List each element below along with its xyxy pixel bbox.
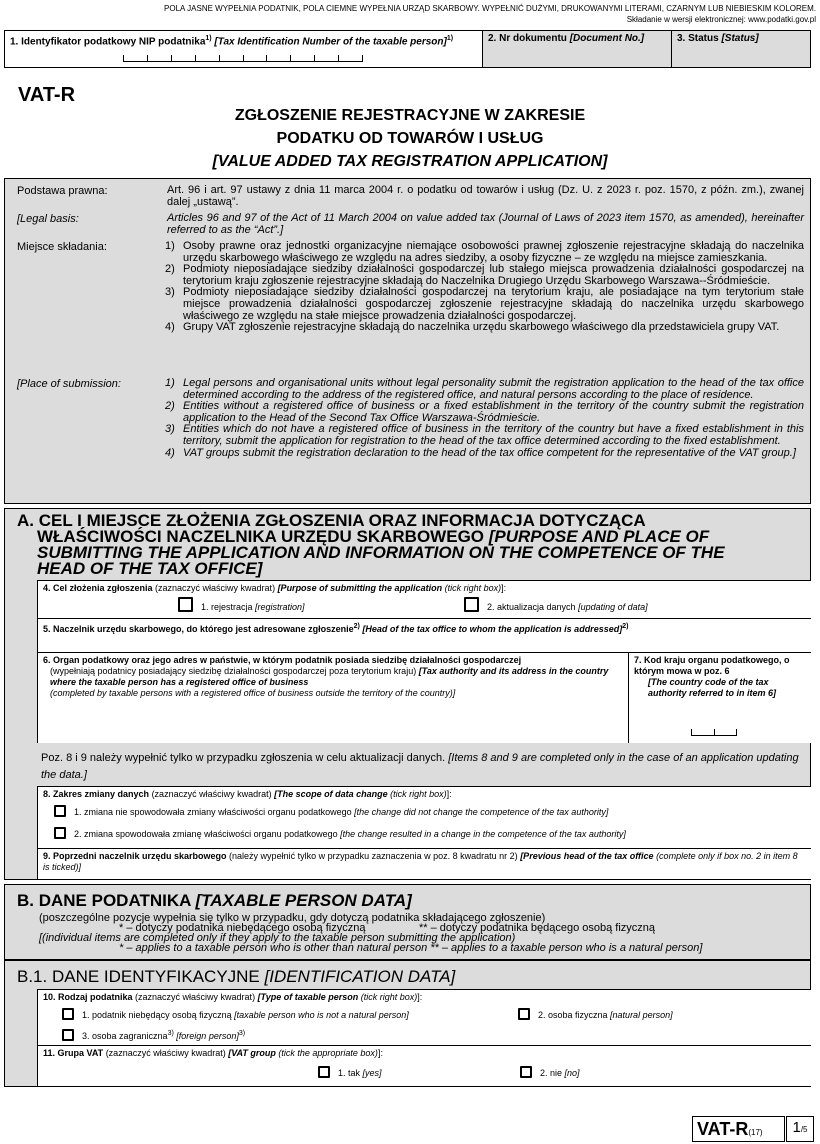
form-title — [0, 104, 820, 173]
checkbox-icon[interactable] — [518, 1008, 530, 1020]
basis-label: Podstawa prawna: — [17, 185, 108, 197]
place-item: 4) Grupy VAT zgłoszenie rejestracyjne składają do naczelnika urzędu skarbowego właściwego dla przedstawiciela grupy VAT. — [165, 321, 780, 334]
footer-page-total: /5 — [800, 1125, 808, 1134]
taxpayer-option-natural[interactable]: 2. osoba fizyczna [natural person] — [518, 1008, 673, 1021]
section-b-title: B. DANE PODATNIKA [TAXABLE PERSON DATA] — [17, 891, 412, 910]
footer-page — [786, 1116, 814, 1142]
checkbox-icon[interactable] — [318, 1066, 330, 1078]
basis-label-en: [Legal basis: — [17, 213, 79, 225]
place-item: 3) Podmioty nieposiadające siedziby działalności gospodarczej na terytorium kraju, ale posiadające na tym terytorium stałe miejsce prowadzenia działalności gospodarczej zgłoszenie rejestracyjne składają do naczelnika urzędu skarbowego właściwego ze względu na stałe miejsce prowadzenia działalności gospodarczej. — [165, 286, 804, 322]
checkbox-icon[interactable] — [62, 1008, 74, 1020]
header-instruction: POLA JASNE WYPEŁNIA PODATNIK, POLA CIEMNE WYPEŁNIA URZĄD SKARBOWY. WYPEŁNIĆ DUŻYMI, DRUKOWANYMI LITERAMI, CZARNYM LUB NIEBIESKIM KOLOREM. — [164, 4, 816, 13]
checkbox-icon[interactable] — [62, 1029, 74, 1041]
place-label-en: [Place of submission: — [17, 378, 121, 390]
field1-sup: 1) — [205, 35, 212, 42]
field3-label-en: [Status] — [721, 33, 759, 44]
place-item-en: 2) Entities without a registered office of business or a fixed establishment in the territory of the country submit the registration application to the Head of the Second Tax Office Warszawa-Śródmieście. — [165, 400, 804, 424]
checkbox-icon[interactable] — [54, 827, 66, 839]
vat-group-option-no[interactable]: 2. nie [no] — [520, 1066, 580, 1079]
place-item: 2) Podmioty nieposiadające siedziby działalności gospodarczej lub stałego miejsca prowadzenia działalności gospodarczej na terytorium kraju zgłoszenie rejestracyjne składają do Naczelnika Drugiego Urzędu Skarbowego Warszawa--Śródmieście. — [165, 263, 804, 287]
taxpayer-type-field: 10. Rodzaj podatnika (zaznaczyć właściwy kwadrat) [Type of taxable person (tick right box)]: 1. podatnik niebędący osobą fizyczną [taxable person who is not a natural person] 2. osoba fizyczna [natural person] 3. osoba zagraniczna$^{3)}$ [foreign person]$^{3)}$ — [37, 989, 811, 1045]
section-b1-title: B.1. DANE IDENTYFIKACYJNE [IDENTIFICATION DATA] — [17, 967, 456, 986]
form-title-line3: [VALUE ADDED TAX REGISTRATION APPLICATION] — [212, 153, 608, 170]
header-fields — [4, 30, 811, 68]
place-item: 1) Osoby prawne oraz jednostki organizacyjne niemające osobowości prawnej zgłoszenie rejestracyjne składają do naczelnika urzędu skarbowego właściwego ze względu na adres siedziby, a osoby fizyczne – ze względu na miejsce zamieszkania. — [165, 240, 804, 264]
legal-block — [4, 178, 811, 504]
previous-tax-office-field[interactable]: 9. Poprzedni naczelnik urzędu skarbowego (należy wypełnić tylko w przypadku zaznaczenia w poz. 8 kwadratu nr 2) [Previous head of the tax office (complete only if box no. 2 in item 8 is ticked)] — [37, 848, 811, 879]
place-item-en: 3) Entities which do not have a registered office of business in the territory of the country but have a fixed establishment in this territory, submit the application for registration to the head of the tax office determined according to the fixed establishment. — [165, 423, 804, 447]
nip-ticks — [123, 55, 363, 62]
place-list-en — [165, 378, 804, 459]
form-title-line1: ZGŁOSZENIE REJESTRACYJNE W ZAKRESIE — [234, 107, 586, 124]
section-b-desc: (poszczególne pozycje wypełnia się tylko w przypadku, gdy dotyczą podatnika składającego zgłoszenie) * – dotyczy podatnika niebędącego osobą fizyczną ** – dotyczy podatnika będącego osobą fizyczną [(individual items are completed only if they apply to the taxable person submitting the application) * – applies to a taxable person who is other than natural person ** – applies to a taxable person who is a natural person] — [39, 912, 703, 954]
change-option-2[interactable]: 2. zmiana spowodowała zmianę właściwości organu podatkowego [the change resulted in a change in the competence of the tax authority] — [54, 827, 626, 840]
field1-sup-2: 1) — [446, 35, 454, 42]
checkbox-icon[interactable] — [178, 597, 193, 612]
footer-form-code — [692, 1116, 785, 1142]
purpose-option-registration[interactable]: 1. rejestracja [registration] — [178, 597, 305, 613]
place-label: Miejsce składania: — [17, 241, 107, 253]
taxpayer-option-foreign[interactable]: 3. osoba zagraniczna$^{3)}$ [foreign person]$^{3)}$ — [62, 1028, 245, 1042]
section-a-title: A. CEL I MIEJSCE ZŁOŻENIA ZGŁOSZENIA ORAZ INFORMACJA DOTYCZĄCA WŁAŚCIWOŚCI NACZELNIKA URZĘDU SKARBOWEGO [PURPOSE AND PLACE OF SUBMITTING THE APPLICATION AND INFORMATION ON THE COMPETENCE OF THE HEAD OF THE TAX OFFICE] — [17, 511, 725, 578]
basis-text-en: Articles 96 and 97 of the Act of 11 March 2004 on value added tax (Journal of Laws of 2023 item 1570, as amended), hereinafter referred to as the “Act”.] — [167, 212, 804, 236]
form-code: VAT-R — [18, 84, 76, 106]
document-number-field — [483, 31, 672, 67]
field1-label-en: [Tax Identification Number of the taxable person] — [211, 36, 447, 48]
country-code-field[interactable]: 7. Kod kraju organu podatkowego, o którym mowa w poz. 6 [The country code of the tax authority referred to in item 6] — [629, 652, 811, 743]
section-b1 — [4, 960, 811, 1087]
field1-label: 1. Identyfikator podatkowy NIP podatnika — [10, 36, 206, 48]
place-item-en: 4) VAT groups submit the registration declaration to the head of the tax office competent for the representative of the VAT group.] — [165, 446, 796, 459]
checkbox-icon[interactable] — [54, 805, 66, 817]
foreign-tax-authority-field[interactable]: 6. Organ podatkowy oraz jego adres w państwie, w którym podatnik posiada siedzibę działalności gospodarczej (wypełniają podatnicy posiadający siedzibę działalności gospodarczej poza terytorium kraju) [Tax authority and its address in the country where the taxable person has a registered office of business (completed by taxable persons with a registered office of business outside the territory of the country)] — [37, 652, 629, 743]
change-scope-field: 8. Zakres zmiany danych (zaznaczyć właściwy kwadrat) [The scope of data change (tick right box)]: 1. zmiana nie spowodowała zmiany właściwości organu podatkowego [the change did not change the competence of the tax authority] 2. zmiana spowodowała zmianę właściwości organu podatkowego [the change resulted in a change in the competence of the tax authority] — [37, 786, 811, 848]
status-field — [672, 31, 810, 67]
header-electronic: Składanie w wersji elektronicznej: www.podatki.gov.pl — [626, 15, 816, 24]
tax-office-field[interactable]: 5. Naczelnik urzędu skarbowego, do którego jest adresowane zgłoszenie$^{2)}$ [Head of the tax office to whom the application is addressed]$^{2)}$ — [37, 618, 811, 652]
basis-text: Art. 96 i art. 97 ustawy z dnia 11 marca 2004 r. o podatku od towarów i usług (Dz. U. z 2023 r. poz. 1570, z późn. zm.), zwanej dalej „ustawą”. — [167, 184, 804, 208]
field3-label: 3. Status — [677, 33, 722, 44]
update-note: Poz. 8 i 9 należy wypełnić tylko w przypadku zgłoszenia w celu aktualizacji danych. [Items 8 and 9 are completed only in the case of an application updating the data.] — [41, 752, 799, 781]
footer-code: VAT-R — [697, 1119, 749, 1139]
footer-version: (17) — [748, 1128, 763, 1137]
country-code-ticks — [691, 729, 737, 736]
footer-page-number: 1 — [792, 1119, 801, 1136]
place-item-en: 1) Legal persons and organisational units without legal personality submit the registration application to the head of the tax office determined according to the address of the registered office, and natural persons according to the place of residence. — [165, 377, 804, 401]
vat-group-option-yes[interactable]: 1. tak [yes] — [318, 1066, 382, 1079]
purpose-option-update[interactable]: 2. aktualizacja danych [updating of data] — [464, 597, 648, 613]
section-a — [4, 508, 811, 880]
change-option-1[interactable]: 1. zmiana nie spowodowała zmiany właściwości organu podatkowego [the change did not change the competence of the tax authority] — [54, 805, 608, 818]
field2-label: 2. Nr dokumentu — [488, 33, 570, 44]
place-list — [165, 241, 804, 334]
section-b — [4, 884, 811, 960]
field2-label-en: [Document No.] — [569, 33, 645, 44]
nip-field[interactable] — [5, 31, 483, 67]
checkbox-icon[interactable] — [520, 1066, 532, 1078]
checkbox-icon[interactable] — [464, 597, 479, 612]
taxpayer-option-non-natural[interactable]: 1. podatnik niebędący osobą fizyczną [taxable person who is not a natural person] — [62, 1008, 409, 1021]
vat-group-field: 11. Grupa VAT (zaznaczyć właściwy kwadrat) [VAT group (tick the appropriate box)]: 1. tak [yes] 2. nie [no] — [37, 1045, 811, 1086]
purpose-field: 4. Cel złożenia zgłoszenia (zaznaczyć właściwy kwadrat) [Purpose of submitting the application (tick right box)]: 1. rejestracja [registration] 2. aktualizacja danych [updating of data] — [37, 580, 811, 618]
form-title-line2: PODATKU OD TOWARÓW I USŁUG — [276, 130, 544, 147]
